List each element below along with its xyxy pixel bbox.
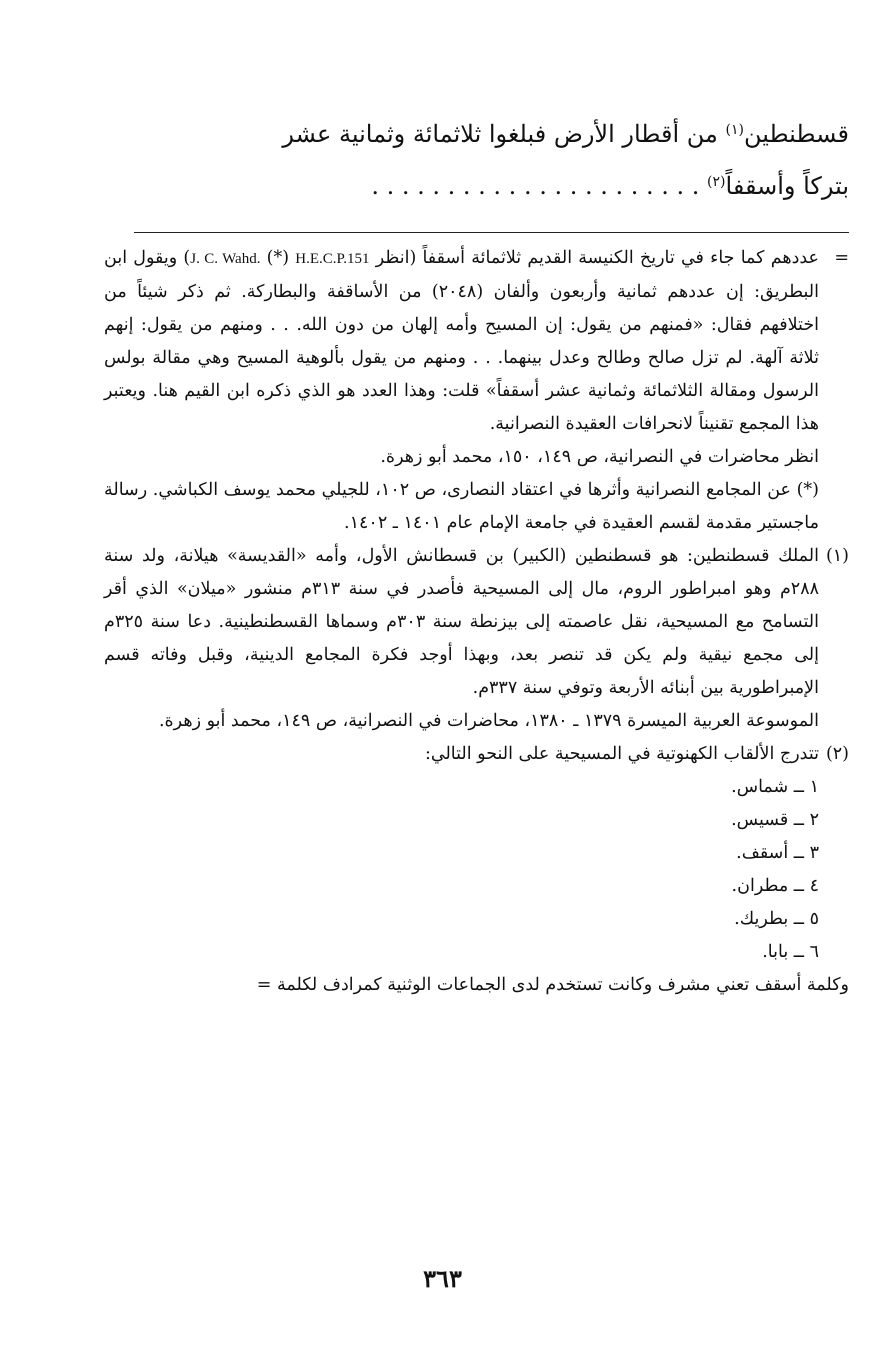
list-item: ١ ــ شماس. — [731, 777, 819, 797]
list-item: ٢ ــ قسيس. — [731, 810, 819, 830]
continued-text-a: عددهم كما جاء في تاريخ الكنيسة القديم ثلاثمائة أسقفاً (انظر — [369, 248, 819, 268]
continuation-mark: = — [834, 248, 849, 268]
footnote-2-closing-line: وكلمة أسقف تعني مشرف وكانت تستخدم لدى الجماعات الوثنية كمرادف لكلمة = — [256, 975, 849, 995]
main-line-1-part-b: من أقطار الأرض فبلغوا ثلاثمائة وثمانية عشر — [282, 120, 726, 148]
clergy-title-list — [104, 771, 849, 969]
page-number: ٣٦٣ — [423, 1264, 462, 1293]
footnote-ref-1[interactable]: (١) — [725, 122, 744, 138]
footnote-1-text: الملك قسطنطين: هو قسطنطين (الكبير) بن قسطانش الأول، وأمه «القديسة» هيلانة، ولد سنة ٢٨٨م وهو امبراطور الروم، مال إلى المسيحية فأصدر في سنة ٣١٣م منشور «ميلان» الذي أقر التسامح مع المسيحية، نقل عاصمته إلى بيزنطة سنة ٣٠٣م وسماها القسطنطينية. دعا سنة ٣٢٥م إلى مجمع نيقية ولم يكن قد تنصر بعد، وبهذا أوجد فكرة المجامع الدينية، وقبل وفاته قسم الإمبراطورية بين أبنائه الأربعة وتوفي سنة ٣٣٧م. — [104, 546, 819, 698]
latin-reference-2: H.E.C.P.151 — [295, 251, 370, 267]
continued-footnote-reference: انظر محاضرات في النصرانية، ص ١٤٩، ١٥٠، محمد أبو زهرة. — [380, 447, 819, 467]
footnote-2 — [104, 738, 849, 771]
ellipsis-dots: . . . . . . . . . . . . . . . . . . . . . . — [371, 172, 708, 200]
latin-reference-1: J. C. Wahd. — [190, 251, 261, 267]
continued-text-b: (*) — [260, 248, 296, 268]
main-line-1 — [239, 108, 849, 160]
footnote-1-reference: الموسوعة العربية الميسرة ١٣٧٩ ـ ١٣٨٠، محاضرات في النصرانية، ص ١٤٩، محمد أبو زهرة. — [158, 711, 819, 731]
continued-footnote-body — [104, 242, 819, 441]
star-note: (*) عن المجامع النصرانية وأثرها في اعتقاد النصارى، ص ١٠٢، للجيلي محمد يوسف الكباشي. رسالة ماجستير مقدمة لقسم العقيدة في جامعة الإمام عام ١٤٠١ ـ ١٤٠٢. — [104, 480, 819, 533]
main-line-1-part-a: قسطنطين — [743, 120, 849, 148]
main-line-2 — [239, 160, 849, 212]
footnotes — [104, 242, 849, 1002]
footnote-2-number: (٢) — [825, 744, 849, 764]
footnote-1 — [104, 540, 849, 705]
continued-footnote — [104, 242, 849, 441]
list-item: ٦ ــ بابا. — [762, 942, 819, 962]
footnote-ref-2[interactable]: (٢) — [707, 174, 726, 190]
footnote-1-number: (١) — [825, 546, 849, 566]
list-item: ٣ ــ أسقف. — [736, 843, 819, 863]
footnote-2-text: تتدرج الألقاب الكهنوتية في المسيحية على النحو التالي: — [424, 744, 819, 764]
list-item: ٤ ــ مطران. — [731, 876, 819, 896]
main-text — [239, 108, 849, 212]
footnote-separator — [134, 232, 849, 233]
list-item: ٥ ــ بطريك. — [734, 909, 819, 929]
continued-text-c: ) ويقول ابن البطريق: إن عددهم ثمانية وأربعون وألفان (٢٠٤٨) من الأساقفة والبطاركة. ثم ذكر شيئاً من اختلافهم فقال: «فمنهم من يقول: إن المسيح وأمه إلهان من دون الله. . . ومنهم من يقول: إنهم ثلاثة آلهة. لم تزل صالح وطالح وعدل بينهما. . . ومنهم من يقول بألوهية المسيح وهي مقالة بولس الرسول ومقالة الثلاثمائة وثمانية عشر أسقفاً» قلت: وهذا العدد هو الذي ذكره ابن القيم هنا. ويعتبر هذا المجمع تقنيناً لانحرافات العقيدة النصرانية. — [104, 248, 819, 434]
main-line-2-part-a: بتركاً وأسقفاً — [725, 172, 849, 200]
